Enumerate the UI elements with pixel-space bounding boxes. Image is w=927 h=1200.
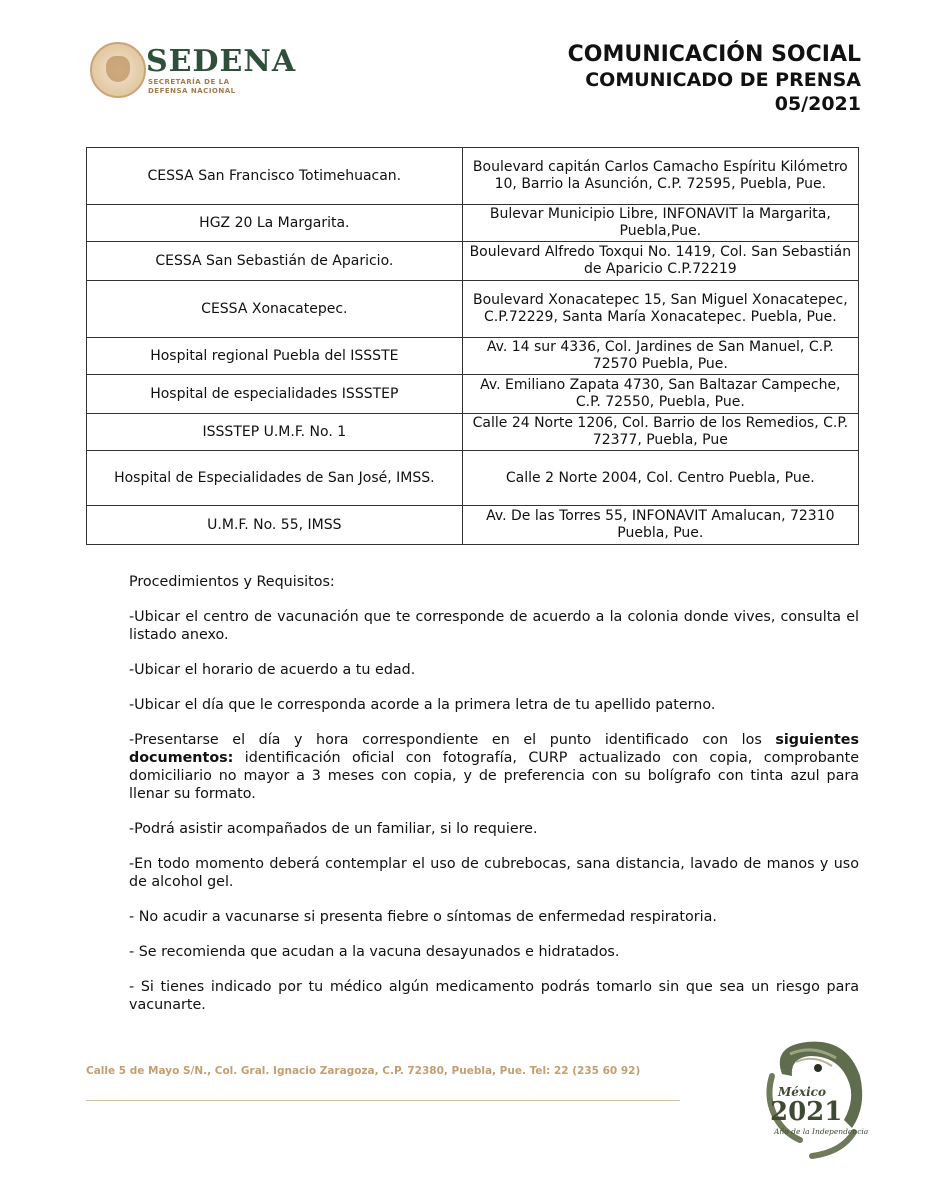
- footer-address: Calle 5 de Mayo S/N., Col. Gral. Ignacio Zaragoza, C.P. 72380, Puebla, Pue. Tel: 22 (235 60 92): [86, 1065, 641, 1077]
- center-name: Hospital de Especialidades de San José, IMSS.: [87, 451, 463, 506]
- center-address: Boulevard Xonacatepec 15, San Miguel Xonacatepec, C.P.72229, Santa María Xonacatepec. Puebla, Pue.: [462, 281, 858, 338]
- center-address: Av. 14 sur 4336, Col. Jardines de San Manuel, C.P. 72570 Puebla, Pue.: [462, 338, 858, 375]
- procedure-item: - Si tienes indicado por tu médico algún medicamento podrás tomarlo sin que sea un riesgo para vacunarte.: [129, 979, 859, 1013]
- procedure-item: [129, 731, 859, 803]
- table-row: [87, 506, 859, 545]
- logo-subtitle: SECRETARÍA DE LA DEFENSA NACIONAL: [148, 78, 236, 95]
- procedure-item: -Ubicar el horario de acuerdo a tu edad.: [129, 662, 416, 678]
- center-address: Calle 2 Norte 2004, Col. Centro Puebla, Pue.: [462, 451, 858, 506]
- procedures-title: Procedimientos y Requisitos:: [129, 574, 335, 590]
- procedure-item: - Se recomienda que acudan a la vacuna desayunados e hidratados.: [129, 944, 620, 960]
- procedure-emphasis: siguientes documentos:: [129, 732, 859, 766]
- center-address: Boulevard capitán Carlos Camacho Espíritu Kilómetro 10, Barrio la Asunción, C.P. 72595, Puebla, Pue.: [462, 148, 858, 205]
- mexico-2021-emblem: [752, 1036, 870, 1164]
- table-row: [87, 242, 859, 281]
- procedure-item: -Ubicar el centro de vacunación que te corresponde de acuerdo a la colonia donde vives, consulta el listado anexo.: [129, 609, 859, 643]
- footer-divider: [86, 1100, 680, 1101]
- table-row: [87, 148, 859, 205]
- center-name: Hospital de especialidades ISSSTEP: [87, 375, 463, 414]
- heading-line-2: COMUNICADO DE PRENSA: [585, 69, 861, 91]
- center-address: Calle 24 Norte 1206, Col. Barrio de los Remedios, C.P. 72377, Puebla, Pue: [462, 414, 858, 451]
- procedure-text: identificación oficial con fotografía, CURP actualizado con copia, comprobante domiciliario no mayor a 3 meses con copia, y de preferencia con su bolígrafo con tinta azul para llenar su formato.: [129, 750, 859, 802]
- national-seal-icon: [90, 42, 146, 98]
- center-name: HGZ 20 La Margarita.: [87, 205, 463, 242]
- center-name: CESSA San Sebastián de Aparicio.: [87, 242, 463, 281]
- center-address: Bulevar Municipio Libre, INFONAVIT la Margarita, Puebla,Pue.: [462, 205, 858, 242]
- table-row: [87, 281, 859, 338]
- heading-line-1: COMUNICACIÓN SOCIAL: [567, 42, 861, 67]
- table-row: [87, 451, 859, 506]
- table-row: [87, 414, 859, 451]
- procedure-item: -En todo momento deberá contemplar el uso de cubrebocas, sana distancia, lavado de manos y uso de alcohol gel.: [129, 856, 859, 890]
- emblem-year: 2021: [770, 1097, 843, 1127]
- vaccination-centers-table: [86, 147, 859, 545]
- center-address: Av. De las Torres 55, INFONAVIT Amalucan, 72310 Puebla, Pue.: [462, 506, 858, 545]
- center-name: ISSSTEP U.M.F. No. 1: [87, 414, 463, 451]
- center-name: Hospital regional Puebla del ISSSTE: [87, 338, 463, 375]
- center-name: CESSA Xonacatepec.: [87, 281, 463, 338]
- table-row: [87, 375, 859, 414]
- center-address: Boulevard Alfredo Toxqui No. 1419, Col. San Sebastián de Aparicio C.P.72219: [462, 242, 858, 281]
- procedure-item: -Ubicar el día que le corresponda acorde a la primera letra de tu apellido paterno.: [129, 697, 716, 713]
- center-address: Av. Emiliano Zapata 4730, San Baltazar Campeche, C.P. 72550, Puebla, Pue.: [462, 375, 858, 414]
- procedure-item: - No acudir a vacunarse si presenta fiebre o síntomas de enfermedad respiratoria.: [129, 909, 717, 925]
- emblem-country: México: [778, 1085, 826, 1099]
- procedure-text: -Presentarse el día y hora correspondiente en el punto identificado con los: [129, 732, 776, 748]
- table-row: [87, 205, 859, 242]
- document-heading: [568, 42, 861, 116]
- logo-name: SEDENA: [146, 44, 297, 79]
- procedures-section: [129, 573, 859, 1031]
- heading-line-3: 05/2021: [774, 93, 861, 115]
- center-name: CESSA San Francisco Totimehuacan.: [87, 148, 463, 205]
- center-name: U.M.F. No. 55, IMSS: [87, 506, 463, 545]
- table-row: [87, 338, 859, 375]
- procedure-item: -Podrá asistir acompañados de un familiar, si lo requiere.: [129, 821, 538, 837]
- sedena-logo: [90, 40, 297, 100]
- emblem-tagline: Año de la Independencia: [774, 1127, 869, 1136]
